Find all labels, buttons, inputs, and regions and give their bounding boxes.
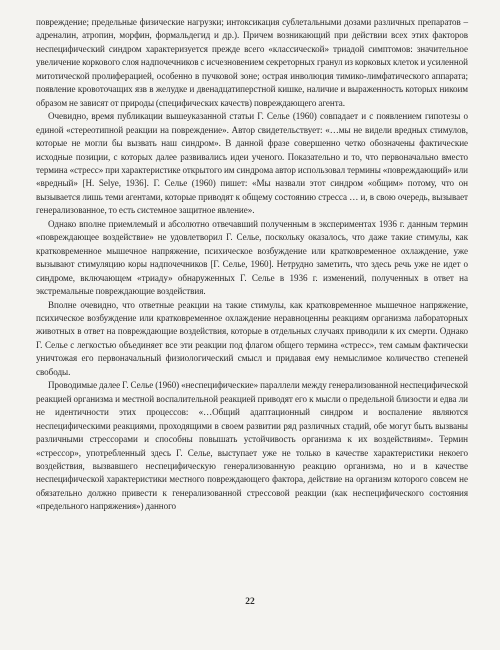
paragraph-3: Однако вполне приемлемый и абсолютно отвечавший полученным в экспериментах 1936 г. данным термин «повреждающее воздействие» не удовлетворил Г. Селье, поскольку оказалось, что даже такие стимулы, как кратковременное мышечное напряжение, психическое возбуждение или кратковременное охлаждение, уже вызывают стимуляцию коры надпочечников [Г. Селье, 1960]. Нетрудно заметить, что здесь речь уже не идет о синдроме, включающем «триаду» обнаруженных Г. Селье в 1936 г. изменений, полученных в ответ на экстремальные повреждающие воздействия. xyxy=(36,218,468,297)
paragraph-4: Вполне очевидно, что ответные реакции на такие стимулы, как кратковременное мышечное напряжение, психическое возбуждение или кратковременное охлаждение неравноценны реакциям организма лабораторных животных в ответ на повреждающие воздействия, которые в отдельных случаях приводили к их смерти. Однако Г. Селье с легкостью объединяет все эти реакции под флагом общего термина «стресс», тем самым фактически уничтожая его первоначальный физиологический смысл и придавая ему немыслимое количество степеней свободы. xyxy=(36,299,468,377)
paragraph-1: повреждение; предельные физические нагрузки; интоксикация сублетальными дозами различных препаратов – адреналин, атропин, морфин, формальдегид и др.). Причем возникающий при действии всех этих факторов неспецифический синдром характеризуется прежде всего «классической» триадой симптомов: значительное увеличение коркового слоя надпочечников с исчезновением секреторных гранул из корковых клеток и усиленной митотической пролиферацией, особенно в пучковой зоне; острая инволюция тимико-лимфатического аппарата; появление кровоточащих язв в желудке и двенадцатиперстной кишке, наличие и выраженность которых никоим образом не зависят от природы (специфических качеств) повреждающего агента. xyxy=(36,17,468,108)
paragraph-5: Проводимые далее Г. Селье (1960) «неспецифические» параллели между генерализованной неспецифической реакцией организма и местной воспалительной реакцией приводят его к мысли о предельной близости и едва ли не идентичности этих процессов: «…Общий адаптационный синдром и воспаление являются неспецифическими реакциями, проходящими в своем развитии ряд различных стадий, обе могут быть вызваны различными стрессорами и способны повышать устойчивость организма к их воздействиям». Термин «стрессор», употребленный здесь Г. Селье, выступает уже не только в качестве характеристики некоего воздействия, вызвавшего неспецифическую генерализованную реакцию организма, но и в качестве неспецифической характеристики местного повреждающего фактора, действие на организм которого совсем не обязательно должно привести к генерализованной стрессовой реакции (как неспецифического состояния «предельного напряжения») данного xyxy=(36,380,468,512)
page-body xyxy=(36,16,468,514)
page-number: 22 xyxy=(245,597,255,607)
paragraph-2: Очевидно, время публикации вышеуказанной статьи Г. Селье (1960) совпадает и с появлением гипотезы о единой «стереотипной реакции на повреждение». Автор свидетельствует: «…мы не видели вредных стимулов, которые не могли бы вызвать наш синдром». В данной фразе совершенно четко обозначены фактические исходные позиции, с которых далее развивались идеи ученого. Показательно и то, что первоначально вместо термина «стресс» при характеристике открытого им синдрома автор использовал термины «повреждающий» или «вредный» [H. Selye, 1936]. Г. Селье (1960) пишет: «Мы назвали этот синдром «общим» потому, что он вызывается лишь теми агентами, которые приводят к общему состоянию стресса … и, в свою очередь, вызывает генерализованное, то есть системное защитное явление». xyxy=(36,111,468,216)
